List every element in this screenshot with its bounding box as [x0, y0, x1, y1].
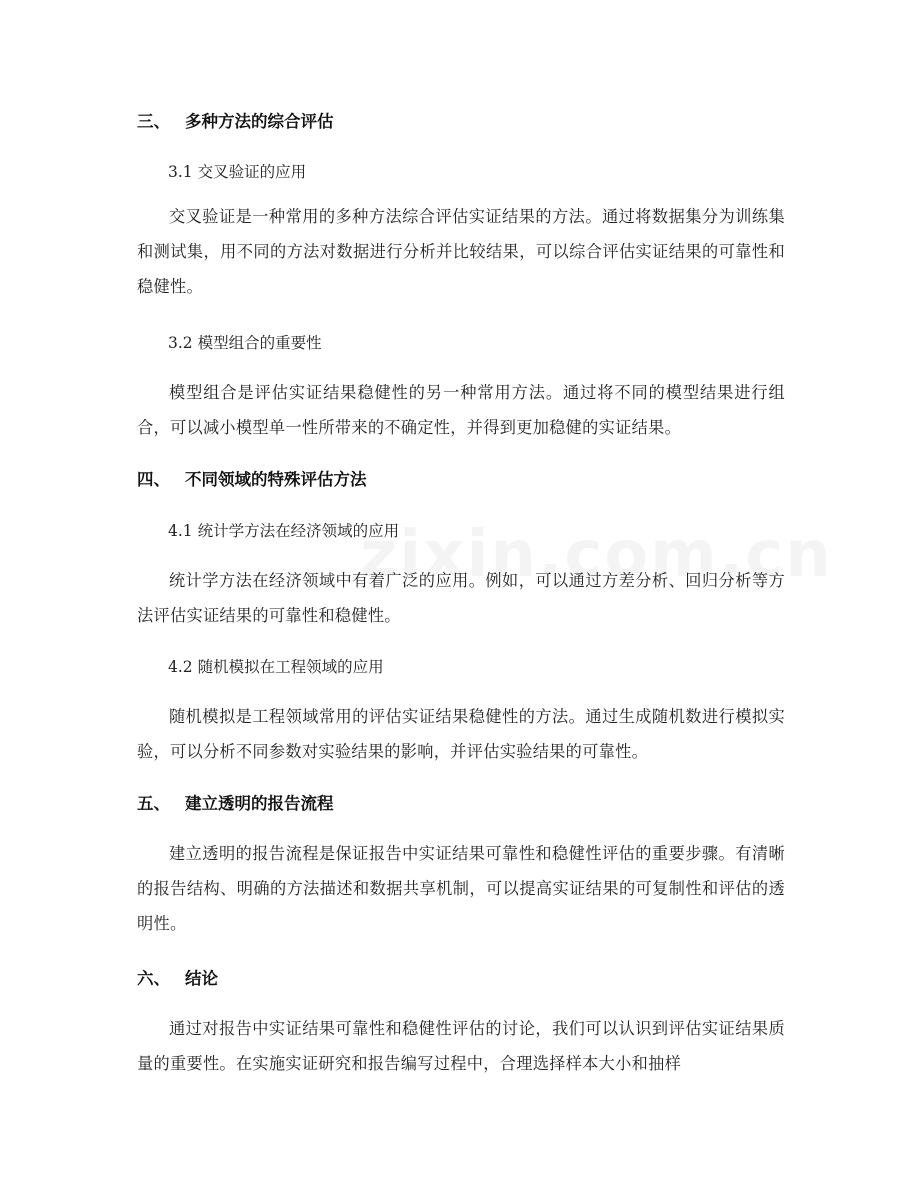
section-heading-4: [137, 468, 367, 492]
section-title: 结论: [185, 969, 218, 988]
paragraph-3-1: 交叉验证是一种常用的多种方法综合评估实证结果的方法。通过将数据集分为训练集和测试集，用不同的方法对数据进行分析并比较结果，可以综合评估实证结果的可靠性和稳健性。: [137, 207, 785, 296]
subsection-heading-3-1: 3.1 交叉验证的应用: [168, 163, 307, 181]
paragraph-3-2: 模型组合是评估实证结果稳健性的另一种常用方法。通过将不同的模型结果进行组合，可以减小模型单一性所带来的不确定性，并得到更加稳健的实证结果。: [137, 383, 785, 437]
section-title: 不同领域的特殊评估方法: [185, 470, 367, 489]
subsection-heading-4-2: 4.2 随机模拟在工程领域的应用: [168, 658, 384, 676]
section-number: 五、: [137, 794, 170, 813]
paragraph-6: 通过对报告中实证结果可靠性和稳健性评估的讨论，我们可以认识到评估实证结果质量的重要性。在实施实证研究和报告编写过程中，合理选择样本大小和抽样: [137, 1019, 785, 1073]
section-number: 三、: [137, 112, 170, 131]
section-title: 多种方法的综合评估: [185, 112, 334, 131]
section-number: 四、: [137, 470, 170, 489]
subsection-heading-3-2: 3.2 模型组合的重要性: [168, 334, 322, 352]
section-number: 六、: [137, 969, 170, 988]
subsection-heading-4-1: 4.1 统计学方法在经济领域的应用: [168, 522, 400, 540]
section-heading-5: [137, 792, 334, 816]
section-title: 建立透明的报告流程: [185, 794, 334, 813]
section-heading-3: [137, 110, 334, 134]
paragraph-4-2: 随机模拟是工程领域常用的评估实证结果稳健性的方法。通过生成随机数进行模拟实验，可以分析不同参数对实验结果的影响，并评估实验结果的可靠性。: [137, 707, 785, 761]
paragraph-4-1: 统计学方法在经济领域中有着广泛的应用。例如，可以通过方差分析、回归分析等方法评估实证结果的可靠性和稳健性。: [137, 571, 785, 625]
section-heading-6: [137, 967, 218, 991]
paragraph-5: 建立透明的报告流程是保证报告中实证结果可靠性和稳健性评估的重要步骤。有清晰的报告结构、明确的方法描述和数据共享机制，可以提高实证结果的可复制性和评估的透明性。: [137, 844, 785, 933]
